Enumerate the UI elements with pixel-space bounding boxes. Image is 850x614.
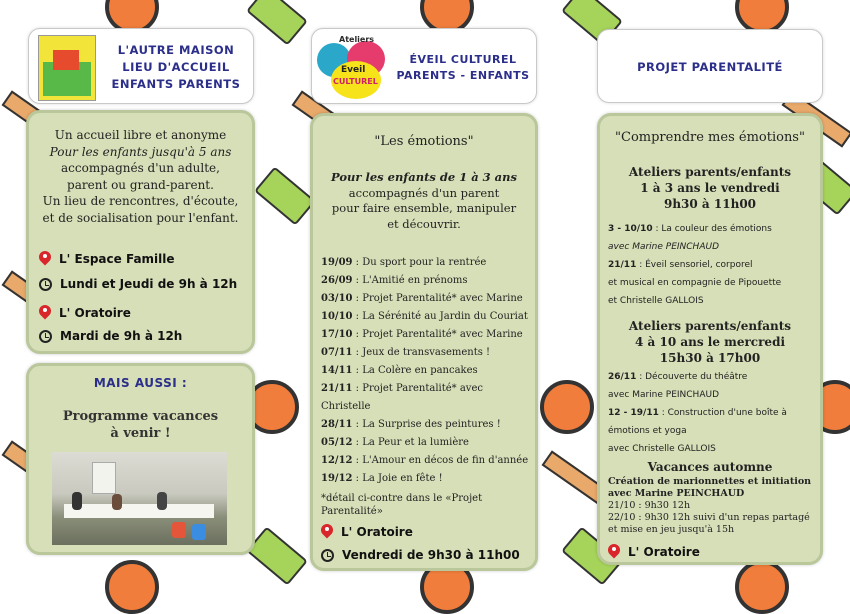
marker-decor-icon	[246, 526, 308, 585]
col1-title-card	[28, 28, 254, 104]
col1-time1: Lundi et Jeudi de 9h à 12h	[39, 277, 237, 291]
clock-decor-icon	[735, 560, 789, 614]
col2-program-card	[310, 113, 538, 571]
clock-decor-icon	[105, 560, 159, 614]
col1-place1: L' Espace Famille	[39, 251, 175, 267]
location-pin-icon	[39, 251, 51, 267]
session-item: 12/12 : L'Amour en décos de fin d'année	[321, 455, 529, 466]
session-item: 17/10 : Projet Parentalité* avec Marine	[321, 329, 523, 340]
marker-decor-icon	[254, 166, 316, 225]
col3-title: PROJET PARENTALITÉ	[637, 60, 783, 74]
col3-vac-text: Création de marionnettes et initiation avec Marine PEINCHAUD 21/10 : 9h30 12h 22/10 : 9h30 12h suivi d'un repas partagé et mise en jeu jusqu'à 15h	[608, 476, 812, 535]
session-item: 21/11 : Projet Parentalité* avec	[321, 383, 483, 394]
session-item: 05/12 : La Peur et la lumière	[321, 437, 469, 448]
clock-icon	[321, 549, 334, 562]
col2-note: *détail ci-contre dans le «Projet Parentalité»	[321, 493, 483, 517]
col2-title: ÉVEIL CULTUREL PARENTS - ENFANTS	[396, 53, 530, 82]
col1-place2: L' Oratoire	[39, 305, 131, 321]
eveil-culturel-logo: Ateliers Eveil CULTUREL	[317, 33, 389, 101]
col1-time2: Mardi de 9h à 12h	[39, 329, 182, 343]
col1-info-card	[26, 110, 255, 354]
col3-title-card	[597, 29, 823, 103]
clock-decor-icon	[540, 380, 594, 434]
session-list	[321, 254, 533, 488]
col3-program-card	[597, 113, 823, 565]
col3-place: L' Oratoire	[608, 544, 700, 560]
location-pin-icon	[608, 544, 620, 560]
col1-aussi-card	[26, 363, 255, 555]
col2-intro: Pour les enfants de 1 à 3 ans accompagnés d'un parent pour faire ensemble, manipuler et découvrir.	[331, 170, 517, 231]
col1-title: L'AUTRE MAISON LIEU D'ACCUEIL ENFANTS PARENTS	[111, 43, 241, 91]
location-pin-icon	[321, 524, 333, 540]
col2-place: L' Oratoire	[321, 524, 413, 540]
col3-block2-title: Ateliers parents/enfants 4 à 10 ans le mercredi 15h30 à 17h00	[628, 319, 792, 365]
col1-logo	[38, 35, 96, 101]
marker-decor-icon	[246, 0, 308, 46]
session-item: 26/09 : L'Amitié en prénoms	[321, 275, 468, 286]
session-item: 19/12 : La Joie en fête !	[321, 473, 443, 484]
session-item: 19/09 : Du sport pour la rentrée	[321, 257, 487, 268]
col2-time: Vendredi de 9h30 à 11h00	[321, 548, 520, 562]
aussi-title: MAIS AUSSI :	[93, 376, 188, 390]
session-item: Christelle	[321, 401, 371, 412]
session-item: 28/11 : La Surprise des peintures !	[321, 419, 501, 430]
session-item: 14/11 : La Colère en pancakes	[321, 365, 478, 376]
location-pin-icon	[39, 305, 51, 321]
aussi-text: Programme vacances à venir !	[62, 409, 219, 441]
col3-subtitle: "Comprendre mes émotions"	[615, 130, 805, 145]
clock-icon	[39, 330, 52, 343]
col3-vac-title: Vacances automne	[647, 460, 773, 474]
session-item: 03/10 : Projet Parentalité* avec Marine	[321, 293, 523, 304]
session-item: 10/10 : La Sérénité au Jardin du Couriat	[321, 311, 528, 322]
col3-block1-title: Ateliers parents/enfants 1 à 3 ans le vendredi 9h30 à 11h00	[628, 165, 792, 211]
col3-block2-items: 26/11 : Découverte du théâtre avec Marine PEINCHAUD 12 - 19/11 : Construction d'une boîte à émotions et yoga avec Christelle GALLOIS	[608, 372, 787, 454]
session-item: 07/11 : Jeux de transvasements !	[321, 347, 491, 358]
col3-block1-items: 3 - 10/10 : La couleur des émotions avec Marine PEINCHAUD 21/11 : Éveil sensoriel, corporel et musical en compagnie de Pipouette et Christelle GALLOIS	[608, 224, 782, 306]
col2-subtitle: "Les émotions"	[374, 134, 474, 149]
activity-photo	[52, 452, 227, 545]
clock-icon	[39, 278, 52, 291]
col1-intro: Un accueil libre et anonyme Pour les enfants jusqu'à 5 ans accompagnés d'un adulte, parent ou grand-parent. Un lieu de rencontres, d'écoute, et de socialisation pour l'enfant.	[42, 128, 239, 225]
col2-title-card	[311, 28, 537, 104]
